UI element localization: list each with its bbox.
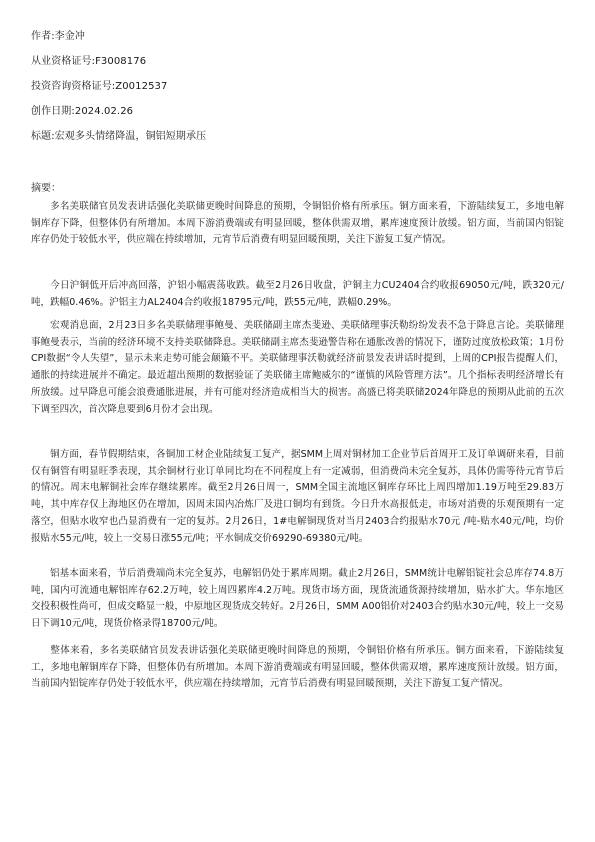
body-text: 铝基本面来看，节后消费端尚未完全复苏，电解铝仍处于累库周期。截止2月26日，SMM统计电解铝锭社会总库存74.8万吨，国内可流通电解铝库存62.2万吨，较上周四累库4.2万吨。现货市场方面，现货流通货源持续增加，贴水扩大。华东地区交投积极性尚可，但成交略显一般，中原地区现货成交转好。2月26日，SMM A00铝价对2403合约贴水30元/吨，较上一交易日下调10元/吨，现货价格录得18700元/吨。 xyxy=(31,568,564,630)
body-text: 整体来看，多名美联储官员发表讲话强化美联储更晚时间降息的预期，令铜铝价格有所承压。铜方面来看，下游陆续复工，多地电解铜库存下降，但整体仍有所增加。本周下游消费端或有明显回暖，整体供需双增，累库速度预计放缓。铝方面，当前国内铝锭库存仍处于较低水平，供应端在持续增加，元宵节后消费有明显回暖预期，关注下游复工复产情况。 xyxy=(31,645,564,690)
body-paragraph-1 xyxy=(31,278,564,311)
report-title: 标题:宏观多头情绪降温，铜铝短期承压 xyxy=(31,131,207,142)
body-paragraph-4 xyxy=(31,566,564,633)
creation-date: 创作日期:2024.02.26 xyxy=(31,106,134,117)
body-text: 铜方面，春节假期结束，各铜加工材企业陆续复工复产，据SMM上周对铜材加工企业节后首周开工及订单调研来看，目前仅有铜管有明显旺季表现，其余铜材行业订单同比均在不同程度上有一定减弱，但消费尚未完全复苏，具体仍需等待元宵节后的情况。周末电解铜社会库存继续累库。截至2月26日周一，SMM全国主流地区铜库存环比上周四增加1.19万吨至29.83万吨，其中库存仅上海地区仍在增加，因周末国内冶炼厂及进口铜均有到货。今日升水高报低走，市场对消费的乐观预期有一定落空，但贴水收窄也凸显消费有一定的复苏。2月26日，1#电解铜现货对当月2403合约报贴水70元 /吨-贴水40元/吨，均价报贴水55元/吨，较上一交易日涨55元/吨；平水铜成交价69290-69380元/吨。 xyxy=(31,449,564,544)
abstract-paragraph xyxy=(31,199,564,249)
advisory-qualification-number: 投资咨询资格证号:Z0012537 xyxy=(31,81,168,92)
body-text: 宏观消息面，2月23日多名美联储理事鲍曼、美联储副主席杰斐逊、美联储理事沃勒纷纷发表不急于降息言论。美联储理事鲍曼表示，当前的经济环境不支持美联储降息。美联储副主席杰斐逊警告称在通胀改善的情况下，谨防过度放松政策；1月份CPI数据“令人失望”，显示未来走势可能会颠簸不平。美联储理事沃勒就经济前景发表讲话时提到，上周的CPI报告提醒人们，通胀的持续进展并不确定。最近超出预期的数据验证了美联储主席鲍威尔的“谨慎的风险管理方法”。几个指标表明经济增长有所放缓。过早降息可能会浪费通胀进展，并有可能对经济造成相当大的损害。高盛已将美联储2024年降息的预期从此前的五次下调至四次，首次降息要到6月份才会出现。 xyxy=(31,320,564,415)
abstract-text: 多名美联储官员发表讲话强化美联储更晚时间降息的预期，令铜铝价格有所承压。铜方面来看，下游陆续复工，多地电解铜库存下降，但整体仍有所增加。本周下游消费端或有明显回暖，整体供需双增，累库速度预计放缓。铝方面，当前国内铝锭库存仍处于较低水平，供应端在持续增加，元宵节后消费有明显回暖预期，关注下游复工复产情况。 xyxy=(31,201,564,246)
abstract-label: 摘要： xyxy=(31,183,61,194)
author-line: 作者:李金冲 xyxy=(31,31,85,42)
body-paragraph-3 xyxy=(31,447,564,547)
body-text: 今日沪铜低开后冲高回落，沪铝小幅震荡收跌。截至2月26日收盘，沪铜主力CU2404合约收报69050元/吨，跌320元/吨，跌幅0.46%。沪铝主力AL2404合约收报18795元/吨，跌55元/吨，跌幅0.29%。 xyxy=(31,280,564,308)
qualification-number: 从业资格证号:F3008176 xyxy=(31,56,147,67)
body-paragraph-2 xyxy=(31,318,564,418)
body-paragraph-5 xyxy=(31,643,564,693)
